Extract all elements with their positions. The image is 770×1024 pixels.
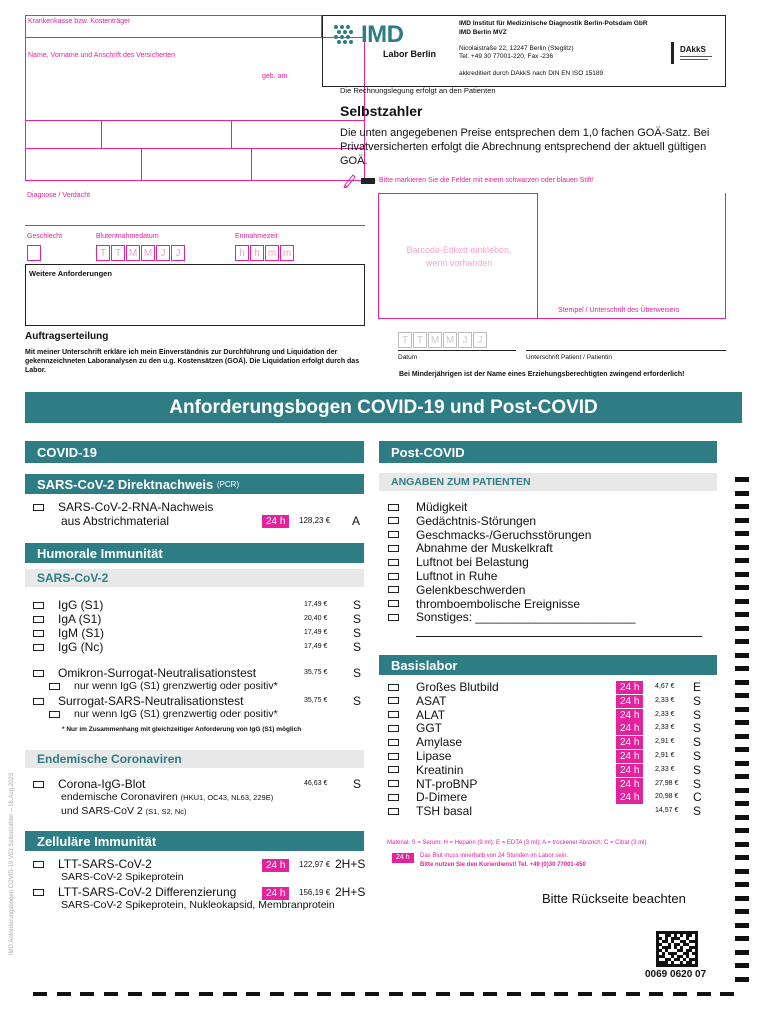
diagnosis-label: Diagnose / Verdacht <box>27 192 91 199</box>
symptom-label: Luftnot bei Belastung <box>416 555 529 570</box>
lab-name-1: IMD Institut für Medizinische Diagnostik Berlin-Potsdam GbR <box>459 20 648 27</box>
symptom-row[interactable] <box>388 500 467 514</box>
symptom-label: thromboembolische Ereignisse <box>416 596 581 611</box>
timing-mark <box>649 992 663 996</box>
ig-label: IgM (S1) <box>58 626 105 640</box>
timing-mark <box>436 992 450 996</box>
minor-note: Bei Minderjährigen ist der Name eines Erziehungsberechtigten zwingend erforderlich! <box>399 371 685 378</box>
lab-accreditation: akkreditiert durch DAkkS nach DIN EN ISO 15189 <box>459 70 604 77</box>
ig-material: S <box>353 626 362 640</box>
ltt1-sub: SARS-CoV-2 Spikeprotein <box>61 871 184 883</box>
lab-phone: Tel. +49 30 77001-220, Fax -236 <box>459 53 554 60</box>
symptom-label: Gelenkbeschwerden <box>416 582 526 597</box>
blood-date-input[interactable] <box>96 245 186 261</box>
timing-mark <box>735 639 749 644</box>
further-requests-field[interactable] <box>25 264 365 326</box>
stamp-label: Stempel / Unterschrift des Überweisers <box>558 307 680 314</box>
ltt1-badge: 24 h <box>262 859 289 872</box>
symptom-row[interactable] <box>388 528 591 542</box>
rna-label-2-row: aus Abstrichmaterial <box>61 514 170 528</box>
rna-material: A <box>352 514 361 528</box>
timing-mark <box>735 855 749 860</box>
blot-row[interactable] <box>33 777 145 791</box>
basis-price: 27,98 € <box>655 779 679 787</box>
timing-mark <box>80 992 94 996</box>
ig-price: 17,49 € <box>304 643 328 650</box>
barcode-area[interactable] <box>378 193 538 319</box>
timing-mark <box>626 992 640 996</box>
date-digit-box[interactable]: T <box>96 245 110 261</box>
stamp-area[interactable] <box>538 193 726 319</box>
ltt2-row[interactable] <box>33 885 236 899</box>
blot-sub-1: endemische Coronaviren (HKU1, OC43, NL63, 229E) <box>61 791 274 803</box>
basis-test-row[interactable] <box>388 777 477 791</box>
ltt1-price: 122,97 € <box>299 860 331 869</box>
rna-checkbox[interactable] <box>33 504 44 511</box>
endemic-header: Endemische Coronaviren <box>25 750 364 768</box>
humoral-header: Humorale Immunität <box>25 543 364 563</box>
timing-mark <box>483 992 497 996</box>
insurance-row-2[interactable] <box>25 149 365 181</box>
ltt1-row[interactable] <box>33 857 152 871</box>
order-date-input[interactable] <box>398 332 488 348</box>
timing-mark <box>460 992 474 996</box>
symptom-row[interactable] <box>388 555 529 569</box>
basis-label: NT-proBNP <box>416 776 478 791</box>
date-digit-box[interactable]: J <box>156 245 170 261</box>
symptom-checkbox[interactable] <box>388 559 399 566</box>
basis-price: 2,91 € <box>655 752 675 759</box>
basis-label: D-Dimere <box>416 790 468 805</box>
direct-header: SARS-CoV-2 Direktnachweis (PCR) <box>25 474 364 494</box>
rna-price: 128,23 € <box>299 516 331 525</box>
blood-time-label: Entnahmezeit <box>235 233 278 240</box>
omikron-checkbox[interactable] <box>33 670 44 677</box>
ltt2-sub: SARS-CoV-2 Spikeprotein, Nukleokapsid, Membranprotein <box>61 899 335 911</box>
symptom-checkbox[interactable] <box>388 504 399 511</box>
material-hint-1: Das Blut muss innerhalb von 24 Stunden im Labor sein. <box>420 853 569 859</box>
cell-header: Zelluläre Immunität <box>25 831 364 851</box>
timing-mark <box>720 992 734 996</box>
basis-label: Großes Blutbild <box>416 680 499 694</box>
diagnosis-field[interactable] <box>25 188 365 226</box>
patient-info-header: ANGABEN ZUM PATIENTEN <box>379 473 717 491</box>
basis-test-row[interactable] <box>388 749 451 763</box>
logo-subtitle: Labor Berlin <box>383 49 437 59</box>
form-number: 0069 0620 07 <box>645 969 707 980</box>
imd-logo-icon <box>333 24 357 48</box>
timing-mark <box>578 992 592 996</box>
date-digit-box[interactable]: M <box>126 245 140 261</box>
reverse-note: Bitte Rückseite beachten <box>542 891 686 906</box>
blot-label: Corona-IgG-Blot <box>58 777 146 791</box>
omikron-price: 35,75 € <box>304 669 328 676</box>
ig-material: S <box>353 640 362 654</box>
basis-checkbox[interactable] <box>388 766 399 773</box>
basis-test-row[interactable] <box>388 680 499 694</box>
symptom-checkbox[interactable] <box>388 573 399 580</box>
basis-material: E <box>693 680 702 694</box>
dakks-logo: DAkkS <box>671 42 717 64</box>
basis-price: 2,33 € <box>655 710 675 718</box>
timing-mark <box>223 992 237 996</box>
basis-price: 4,67 € <box>655 683 675 690</box>
ltt2-checkbox[interactable] <box>33 889 44 896</box>
timing-mark <box>175 992 189 996</box>
omikron-material: S <box>353 666 362 680</box>
timing-mark <box>735 572 749 577</box>
basis-label: ASAT <box>416 693 447 708</box>
basis-price: 2,33 € <box>655 696 675 704</box>
gender-label: Geschlecht <box>27 233 63 240</box>
symptom-checkbox[interactable] <box>388 517 399 524</box>
basis-24h-badge: 24 h <box>616 750 643 763</box>
lab-name-2: IMD Berlin MVZ <box>459 29 507 36</box>
basis-test-row[interactable] <box>388 721 442 735</box>
patient-name-field[interactable] <box>25 37 365 121</box>
basis-checkbox[interactable] <box>388 725 399 732</box>
symptom-row[interactable] <box>388 541 553 555</box>
timing-mark <box>735 896 749 901</box>
timing-mark <box>507 992 521 996</box>
further-label: Weitere Anforderungen <box>29 269 112 278</box>
date-digit-box[interactable]: J <box>473 332 487 348</box>
basis-checkbox[interactable] <box>388 711 399 718</box>
timing-mark <box>735 518 749 523</box>
timing-mark <box>412 992 426 996</box>
symptom-checkbox[interactable] <box>388 614 399 621</box>
insurance-row-1[interactable] <box>25 121 365 149</box>
timing-mark <box>673 992 687 996</box>
lab-address: Nicolaistraße 22, 12247 Berlin (Steglitz) <box>459 45 574 52</box>
barcode-hint: Barcode-Etikett einkleben, wenn vorhanden <box>406 245 512 268</box>
basis-test-row[interactable] <box>388 694 446 708</box>
date-digit-box[interactable]: M <box>428 332 442 348</box>
timing-mark <box>735 882 749 887</box>
ltt1-label: LTT-SARS-CoV-2 <box>58 857 152 871</box>
timing-mark <box>735 909 749 914</box>
timing-mark <box>735 680 749 685</box>
insurance-label: Krankenkasse bzw. Kostenträger <box>28 18 131 25</box>
ltt2-badge: 24 h <box>262 887 289 900</box>
basis-label: GGT <box>416 721 442 736</box>
timing-mark <box>735 720 749 725</box>
symptom-checkbox[interactable] <box>388 586 399 593</box>
timing-mark <box>735 936 749 941</box>
timing-mark <box>735 788 749 793</box>
ig-checkbox[interactable] <box>33 644 44 651</box>
date-digit-box[interactable]: m <box>265 245 279 261</box>
basis-label: ALAT <box>416 707 446 722</box>
basis-material: S <box>693 721 702 736</box>
footnote: * Nur im Zusammenhang mit gleichzeitiger Anforderung von IgG (S1) möglich <box>62 726 302 733</box>
basis-checkbox[interactable] <box>388 780 399 787</box>
ig-material: S <box>353 612 362 626</box>
timing-mark <box>735 801 749 806</box>
surrogat-sub-row[interactable]: nur wenn IgG (S1) grenzwertig oder positiv* <box>49 708 278 720</box>
logo-text: IMD <box>361 21 404 48</box>
basis-price: 2,91 € <box>655 738 675 746</box>
basis-material: C <box>693 790 702 805</box>
symptom-label: Luftnot in Ruhe <box>416 569 498 583</box>
ig-price: 17,49 € <box>304 629 328 636</box>
side-form-id: IMD Anforderungsbogen COVID-19 V03 Selbstzahler – 16.Aug.2023 <box>9 772 15 955</box>
rna-test-row[interactable] <box>33 500 213 514</box>
basis-label: Kreatinin <box>416 762 464 777</box>
timing-mark <box>735 828 749 833</box>
order-text: Mit meiner Unterschrift erkläre ich mein Einverständnis zur Durchführung und Liquidation der gekennzeichneten Laboranalysen zu den u.g. Kostensätzen (GOÄ). Die Liquidation erfolgt durch das Labor. <box>25 349 360 374</box>
symptom-row[interactable] <box>388 514 536 528</box>
symptom-label: Gedächtnis-Störungen <box>416 513 537 528</box>
timing-mark <box>317 992 331 996</box>
timing-mark <box>341 992 355 996</box>
ig-test-row[interactable] <box>33 640 103 654</box>
date-digit-box[interactable]: M <box>443 332 457 348</box>
timing-mark <box>735 585 749 590</box>
basis-checkbox[interactable] <box>388 808 399 815</box>
basis-test-row[interactable] <box>388 804 472 818</box>
timing-mark <box>735 477 749 482</box>
date-digit-box[interactable]: m <box>280 245 294 261</box>
basis-checkbox[interactable] <box>388 739 399 746</box>
ig-label: IgG (S1) <box>58 598 104 612</box>
symptom-checkbox[interactable] <box>388 531 399 538</box>
timing-mark <box>735 504 749 509</box>
timing-mark <box>104 992 118 996</box>
ig-price: 17,49 € <box>304 601 328 608</box>
basis-material: S <box>693 762 702 777</box>
ig-label: IgA (S1) <box>58 612 102 626</box>
dob-label: geb. am <box>262 73 288 80</box>
surrogat-sub-checkbox[interactable] <box>49 711 60 718</box>
main-title: Anforderungsbogen COVID-19 und Post-COVID <box>25 392 742 423</box>
basis-header: Basislabor <box>379 655 717 675</box>
timing-mark <box>735 545 749 550</box>
ig-material: S <box>353 598 362 612</box>
blot-sub-2: und SARS-CoV 2 (S1, S2, Nc) <box>61 805 187 817</box>
basis-label: Lipase <box>416 749 452 763</box>
name-label: Name, Vorname und Anschrift des Versicherten <box>28 52 176 59</box>
ig-test-row[interactable] <box>33 598 103 612</box>
date-digit-box[interactable]: T <box>413 332 427 348</box>
symptom-row[interactable] <box>388 583 525 597</box>
timing-mark <box>735 612 749 617</box>
date-digit-box[interactable]: T <box>111 245 125 261</box>
timing-mark <box>246 992 260 996</box>
ig-checkbox[interactable] <box>33 602 44 609</box>
symptom-row[interactable] <box>388 597 580 611</box>
basis-material: S <box>693 804 702 819</box>
symptom-label: Sonstiges: ________________________ <box>416 610 636 625</box>
timing-mark <box>531 992 545 996</box>
timing-mark <box>152 992 166 996</box>
timing-mark <box>199 992 213 996</box>
timing-mark <box>735 531 749 536</box>
ltt2-label: LTT-SARS-CoV-2 Differenzierung <box>58 885 237 899</box>
timing-mark <box>33 992 47 996</box>
basis-material: S <box>693 749 702 763</box>
basis-checkbox[interactable] <box>388 753 399 760</box>
timing-mark <box>735 666 749 671</box>
ltt2-material: 2H+S <box>335 885 366 899</box>
basis-material: S <box>693 735 702 750</box>
basis-24h-badge: 24 h <box>616 695 643 708</box>
timing-mark <box>735 923 749 928</box>
timing-mark <box>57 992 71 996</box>
basis-price: 14,57 € <box>655 807 679 815</box>
surrogat-checkbox[interactable] <box>33 698 44 705</box>
basis-24h-badge: 24 h <box>616 736 643 749</box>
basis-label: Amylase <box>416 735 463 750</box>
timing-mark <box>735 950 749 955</box>
blood-date-label: Blutentnahmedatum <box>96 233 159 240</box>
ig-checkbox[interactable] <box>33 616 44 623</box>
symptom-label: Geschmacks-/Geruchsstörungen <box>416 527 592 542</box>
surrogat-row[interactable] <box>33 694 243 708</box>
ig-test-row[interactable] <box>33 626 104 640</box>
date-digit-box[interactable]: h <box>235 245 249 261</box>
blot-checkbox[interactable] <box>33 781 44 788</box>
symptom-checkbox[interactable] <box>388 600 399 607</box>
ltt1-checkbox[interactable] <box>33 861 44 868</box>
basis-24h-badge: 24 h <box>616 791 643 804</box>
timing-mark <box>735 815 749 820</box>
material-badge: 24 h <box>392 853 414 863</box>
lab-header <box>322 15 726 87</box>
timing-mark <box>365 992 379 996</box>
basis-test-row[interactable] <box>388 708 445 722</box>
timing-mark <box>735 653 749 658</box>
timing-mark <box>735 963 749 968</box>
timing-mark <box>735 774 749 779</box>
omikron-sub-checkbox[interactable] <box>49 683 60 690</box>
symptom-row[interactable] <box>388 610 636 624</box>
marker-sample-icon <box>361 178 375 184</box>
basis-24h-badge: 24 h <box>616 778 643 791</box>
basis-test-row[interactable] <box>388 763 463 777</box>
surrogat-label: Surrogat-SARS-Neutralisationstest <box>58 694 244 708</box>
basis-24h-badge: 24 h <box>616 722 643 735</box>
date-digit-box[interactable]: J <box>171 245 185 261</box>
timing-mark <box>735 491 749 496</box>
timing-mark <box>735 734 749 739</box>
sars-subheader: SARS-CoV-2 <box>25 569 364 587</box>
date-digit-box[interactable]: h <box>250 245 264 261</box>
basis-material: S <box>693 776 702 791</box>
signature-line[interactable] <box>526 350 726 351</box>
timing-mark <box>697 992 711 996</box>
rna-label-1: SARS-CoV-2-RNA-Nachweis <box>58 500 214 514</box>
blot-price: 46,63 € <box>304 780 328 787</box>
timing-mark <box>735 747 749 752</box>
gender-input[interactable] <box>27 245 42 266</box>
timing-mark <box>735 761 749 766</box>
ig-label: IgG (Nc) <box>58 640 104 654</box>
timing-mark <box>128 992 142 996</box>
basis-checkbox[interactable] <box>388 697 399 704</box>
omikron-label: Omikron-Surrogat-Neutralisationstest <box>58 666 257 680</box>
billing-title: Selbstzahler <box>340 103 423 119</box>
sonstiges-extra-line[interactable] <box>416 636 702 637</box>
billing-note: Die Rechnungslegung erfolgt an den Patienten <box>340 86 496 95</box>
symptom-checkbox[interactable] <box>388 545 399 552</box>
omikron-row[interactable] <box>33 666 256 680</box>
datamatrix-code <box>656 931 698 967</box>
ig-test-row[interactable] <box>33 612 101 626</box>
marker-hint: Bitte markieren Sie die Felder mit einem schwarzen oder blauen Stift! <box>379 177 594 184</box>
timing-mark <box>735 707 749 712</box>
timing-mark <box>735 977 749 982</box>
basis-material: S <box>693 693 702 708</box>
basis-24h-badge: 24 h <box>616 764 643 777</box>
basis-test-row[interactable] <box>388 790 467 804</box>
ig-price: 20,40 € <box>304 615 328 622</box>
surrogat-price: 35,75 € <box>304 697 328 704</box>
timing-mark <box>735 869 749 874</box>
timing-mark <box>554 992 568 996</box>
timing-mark <box>294 992 308 996</box>
billing-text: Die unten angegebenen Preise entsprechen dem 1,0 fachen GOÄ-Satz. Bei Privatversicherten erfolgt die Abrechnung entsprechend der aktuell gültigen GOÄ. <box>340 127 710 167</box>
ltt2-price: 156,19 € <box>299 888 331 897</box>
blot-material: S <box>353 777 362 791</box>
material-hint-2: Bitte nutzen Sie den Kurierdienst! Tel. +49 (0)30 77001-450 <box>420 862 586 868</box>
basis-label: TSH basal <box>416 804 473 819</box>
order-title: Auftragserteilung <box>25 331 109 342</box>
sign-label: Unterschrift Patient / Patientin <box>526 354 612 361</box>
basis-material: S <box>693 707 702 722</box>
postcovid-header: Post-COVID <box>379 441 717 463</box>
date-digit-box[interactable]: T <box>398 332 412 348</box>
timing-mark <box>602 992 616 996</box>
basis-24h-badge: 24 h <box>616 681 643 694</box>
basis-24h-badge: 24 h <box>616 709 643 722</box>
date-digit-box[interactable]: J <box>458 332 472 348</box>
timing-mark <box>735 842 749 847</box>
symptom-row[interactable] <box>388 569 497 583</box>
date-digit-box[interactable]: M <box>141 245 155 261</box>
symptom-label: Müdigkeit <box>416 500 468 514</box>
basis-price: 2,33 € <box>655 765 675 773</box>
timing-mark <box>735 626 749 631</box>
blood-time-input[interactable] <box>235 245 295 261</box>
timing-mark <box>389 992 403 996</box>
timing-mark <box>270 992 284 996</box>
basis-test-row[interactable] <box>388 735 462 749</box>
basis-price: 2,33 € <box>655 724 675 732</box>
basis-checkbox[interactable] <box>388 684 399 691</box>
covid-header: COVID-19 <box>25 441 364 463</box>
surrogat-material: S <box>353 694 362 708</box>
timing-mark <box>735 558 749 563</box>
ltt1-material: 2H+S <box>335 857 366 871</box>
ig-checkbox[interactable] <box>33 630 44 637</box>
rna-24h-badge: 24 h <box>262 515 289 528</box>
timing-mark <box>735 599 749 604</box>
symptom-label: Abnahme der Muskelkraft <box>416 541 553 556</box>
omikron-sub-row[interactable]: nur wenn IgG (S1) grenzwertig oder positiv* <box>49 680 278 692</box>
basis-price: 20,98 € <box>655 793 679 801</box>
pen-icon <box>343 172 357 188</box>
material-legend: Material: S = Serum; H = Heparin (9 ml); E = EDTA (3 ml); A = trockener Abstrich; C = Citrat (3 ml) <box>387 840 647 846</box>
insurance-field[interactable] <box>25 15 322 37</box>
timing-mark <box>735 693 749 698</box>
basis-checkbox[interactable] <box>388 794 399 801</box>
date-label: Datum <box>398 354 418 361</box>
